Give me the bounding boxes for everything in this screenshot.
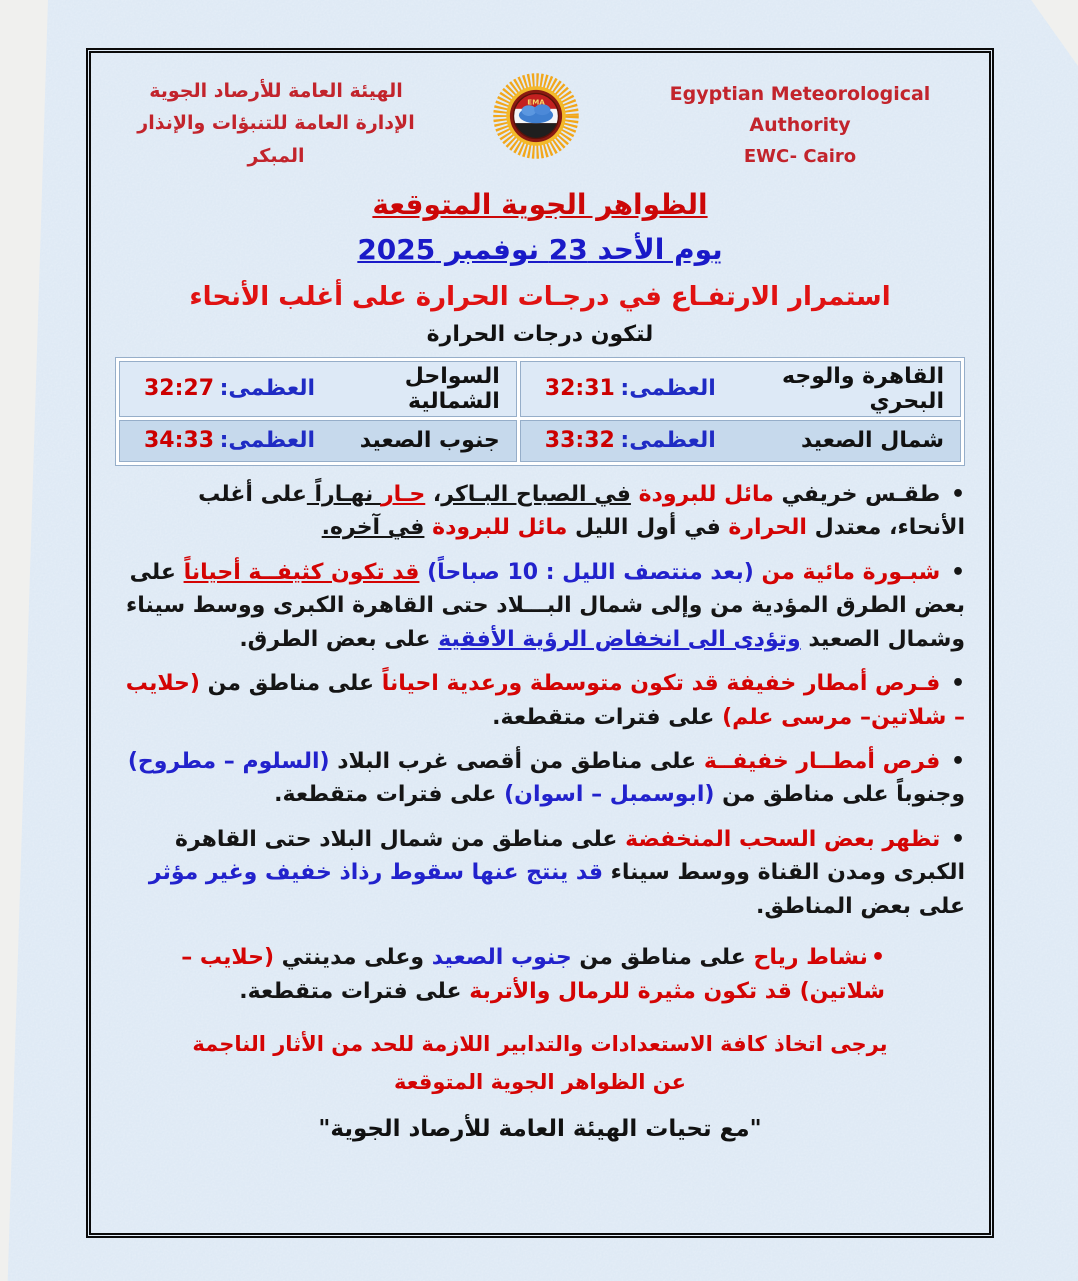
header-english [635, 69, 965, 171]
closing-line: "مع تحيات الهيئة العامة للأرصاد الجوية" [318, 1115, 762, 1142]
bullet-wind-activity: •نشاط رياح على مناطق من جنوب الصعيد وعلى مدينتي (حلايب – شلاتين) قد تكون مثيرة للرمال والأتربة على فترات متقطعة. [181, 945, 885, 1004]
max-label: العظمى: [219, 376, 316, 402]
bullet-marker: • [950, 826, 965, 852]
cell-north-upper-egypt [520, 420, 961, 462]
authority-name-ar: الهيئة العامة للأرصاد الجوية [149, 80, 403, 102]
bullet-rain-southeast: • فـرص أمطار خفيفة قد تكون متوسطة ورعدية احياناً على مناطق من (حلايب – شلاتين– مرسى علم) على فترات متقطعة. [125, 671, 965, 730]
bullet-marker: • [950, 671, 965, 697]
header [115, 69, 965, 172]
page-title: الظواهر الجوية المتوقعة [372, 187, 708, 221]
bullet-marker: • [950, 748, 965, 774]
bullet-marker: • [870, 945, 885, 971]
date-line: يوم الأحد 23 نوفمبر 2025 [357, 232, 723, 266]
cell-north-coasts [119, 361, 517, 417]
bullet-marker: • [950, 481, 965, 507]
temperature-table [115, 357, 965, 466]
bullet-fog: • شبـورة مائية من (بعد منتصف الليل : 10 صباحاً) قد تكون كثيفــة أحياناً على بعض الطرق المؤدية من وإلى شمال البـــلاد حتى القاهرة الكبرى ووسط سيناء وشمال الصعيد وتؤدى الى انخفاض الرؤية الأفقية على بعض الطرق. [126, 559, 965, 652]
max-label: العظمى: [219, 428, 316, 454]
region-label: السواحل الشمالية [404, 363, 500, 414]
bullet-marker: • [950, 559, 965, 585]
table-row [119, 361, 961, 417]
bullet-rain-west: • فرص أمطــار خفيفــة على مناطق من أقصى غرب البلاد (السلوم – مطروح) وجنوباً على مناطق من (ابوسمبل – اسوان) على فترات متقطعة. [127, 748, 965, 808]
region-label: القاهرة والوجه البحري [782, 363, 944, 414]
cell-south-upper-egypt [119, 420, 517, 462]
max-value: 32:31 [544, 376, 615, 402]
forecast-bullets [115, 478, 965, 1008]
max-value: 33:32 [544, 428, 615, 454]
ema-sun-logo-icon [491, 71, 581, 161]
headline: استمرار الارتفـاع في درجـات الحرارة على أغلب الأنحاء [189, 281, 891, 312]
region-label: جنوب الصعيد [359, 428, 500, 454]
max-value: 34:33 [144, 428, 215, 454]
bullet-weather-character: • طقـس خريفي مائل للبرودة في الصباح البـاكر، حـار نهـاراً على أغلب الأنحاء، معتدل الحرارة في أول الليل مائل للبرودة في آخره. [198, 481, 965, 541]
authority-name-en: Egyptian Meteorological Authority [669, 83, 931, 137]
cell-cairo-delta [520, 361, 961, 417]
region-label: شمال الصعيد [801, 428, 944, 454]
bullet-low-clouds: • تظهر بعض السحب المنخفضة على مناطق من شمال البلاد حتى القاهرة الكبرى ومدن القناة ووسط سيناء قد ينتج عنها سقوط رذاذ خفيف وغير مؤثر على بعض المناطق. [148, 826, 965, 919]
subtitle: لتكون درجات الحرارة [426, 321, 654, 347]
scan-edge-top-right [1026, 0, 1078, 66]
bulletin-frame [86, 48, 994, 1238]
max-value: 32:27 [144, 376, 215, 402]
scan-edge-left [0, 0, 48, 1281]
max-label: العظمى: [620, 376, 716, 402]
advisory-line-2: عن الظواهر الجوية المتوقعة [394, 1069, 686, 1094]
department-name-ar: الإدارة العامة للتنبؤات والإنذار المبكر [137, 112, 415, 167]
logo-text: EMA [527, 97, 545, 107]
table-row [119, 420, 961, 462]
max-label: العظمى: [620, 428, 716, 454]
header-arabic [115, 69, 437, 172]
ewc-cairo-label: EWC- Cairo [743, 145, 857, 167]
advisory-line-1: يرجى اتخاذ كافة الاستعدادات والتدابير اللازمة للحد من الأثار الناجمة [192, 1032, 888, 1057]
footer-advisory [115, 1026, 965, 1102]
